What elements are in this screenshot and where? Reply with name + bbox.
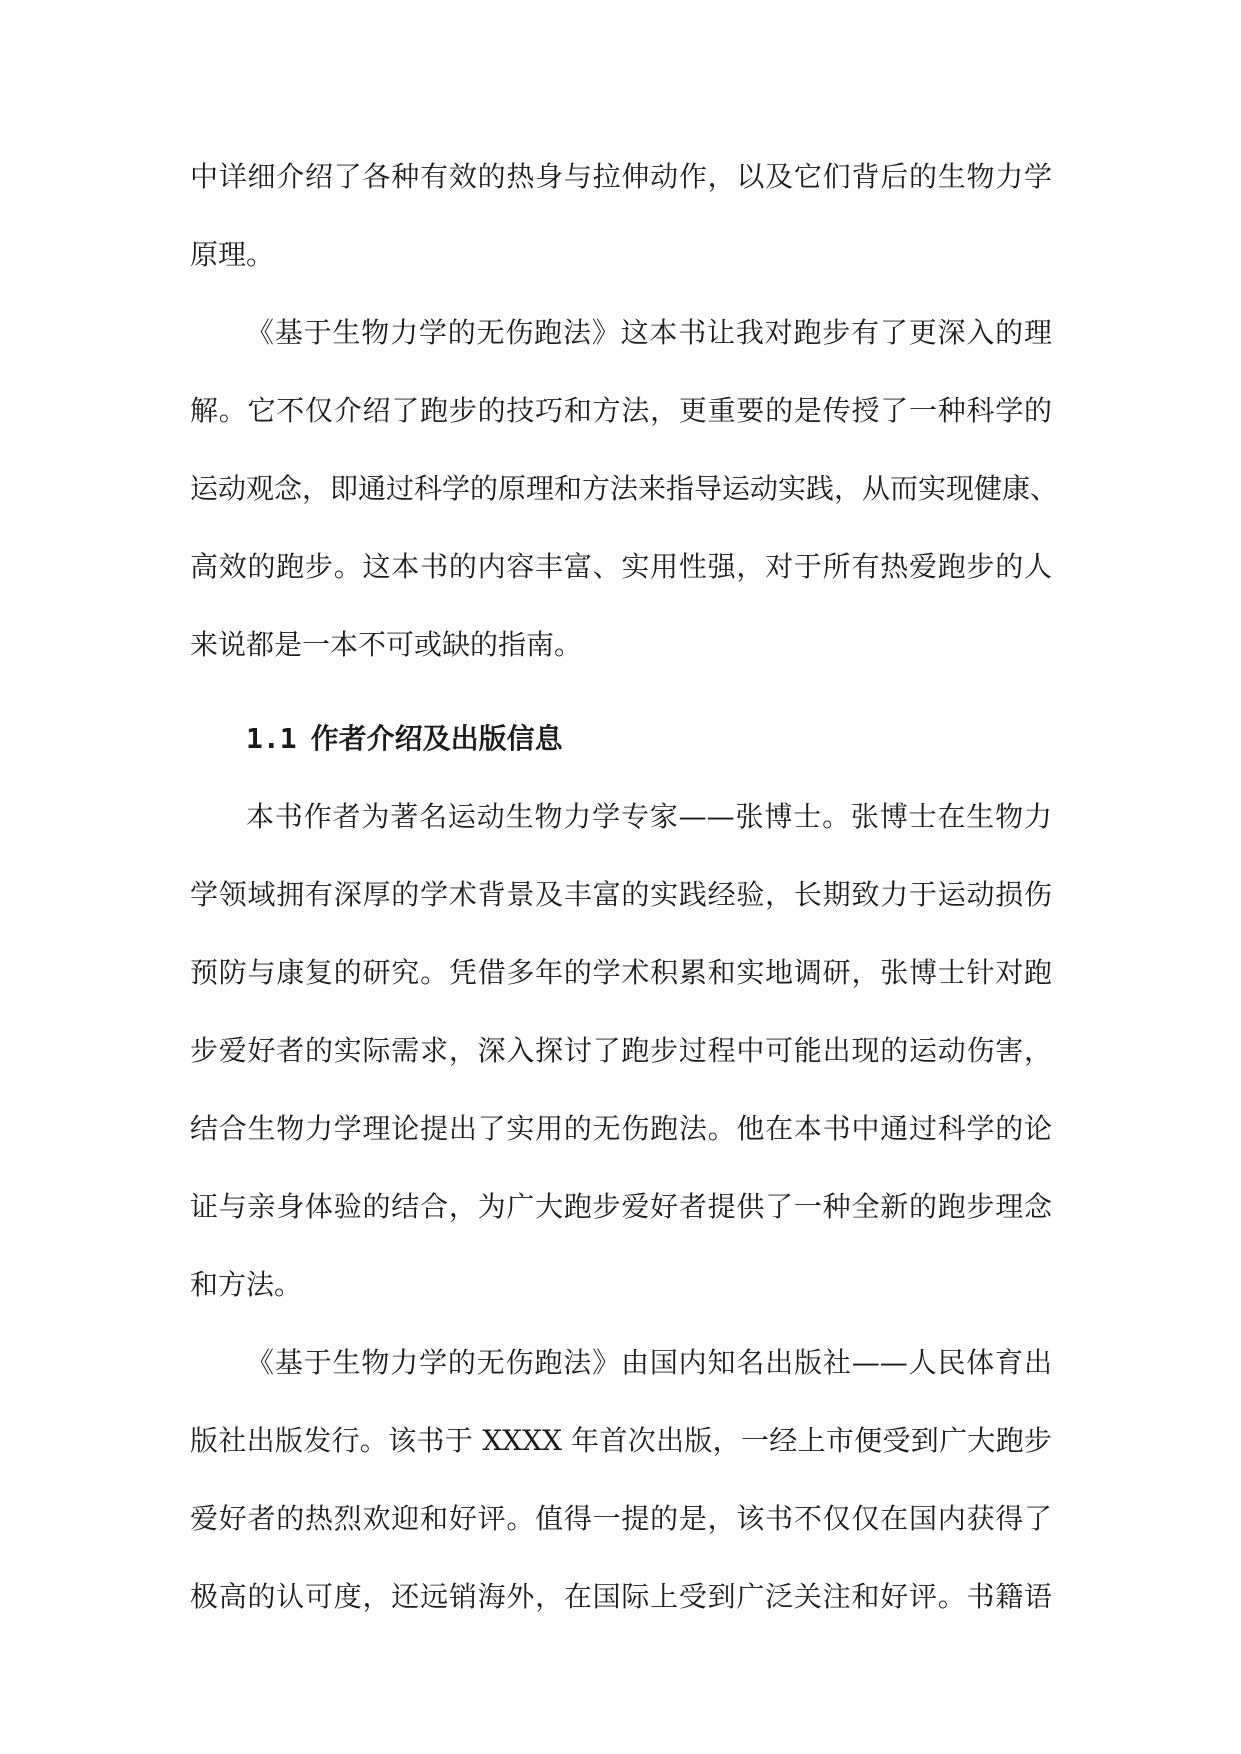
text-line: 和方法。: [190, 1268, 303, 1301]
text-line: 极高的认可度，还远销海外，在国际上受到广泛关注和好评。书籍语: [190, 1580, 1052, 1613]
text-line: 原理。: [190, 238, 275, 271]
text-line: 本书作者为著名运动生物力学专家——张博士。张博士在生物力: [246, 800, 1052, 833]
text-line: 证与亲身体验的结合，为广大跑步爱好者提供了一种全新的跑步理念: [190, 1190, 1052, 1223]
text-line: 爱好者的热烈欢迎和好评。值得一提的是，该书不仅仅在国内获得了: [190, 1502, 1052, 1535]
section-heading: [190, 700, 1052, 778]
text-line: 运动观念，即通过科学的原理和方法来指导运动实践，从而实现健康、: [190, 472, 1059, 505]
paragraph: [190, 1324, 1052, 1636]
text-line: 《基于生物力学的无伤跑法》由国内知名出版社——人民体育出: [246, 1346, 1052, 1379]
text-line: 学领域拥有深厚的学术背景及丰富的实践经验，长期致力于运动损伤: [190, 878, 1052, 911]
section-title: 作者介绍及出版信息: [310, 722, 563, 755]
text-line: 中详细介绍了各种有效的热身与拉伸动作，以及它们背后的生物力学: [190, 160, 1052, 193]
paragraph: [190, 138, 1052, 294]
text-line: 步爱好者的实际需求，深入探讨了跑步过程中可能出现的运动伤害，: [190, 1034, 1052, 1067]
text-line: 结合生物力学理论提出了实用的无伤跑法。他在本书中通过科学的论: [190, 1112, 1052, 1145]
text-line: 《基于生物力学的无伤跑法》这本书让我对跑步有了更深入的理: [246, 316, 1052, 349]
text-line: 高效的跑步。这本书的内容丰富、实用性强，对于所有热爱跑步的人: [190, 550, 1052, 583]
paragraph: [190, 294, 1059, 684]
document-page: [190, 138, 1059, 1636]
text-line: 版社出版发行。该书于 XXXX 年首次出版，一经上市便受到广大跑步: [190, 1424, 1052, 1457]
text-line: 来说都是一本不可或缺的指南。: [190, 628, 583, 661]
text-line: 预防与康复的研究。凭借多年的学术积累和实地调研，张博士针对跑: [190, 956, 1052, 989]
paragraph: [190, 778, 1052, 1324]
text-line: 解。它不仅介绍了跑步的技巧和方法，更重要的是传授了一种科学的: [190, 394, 1052, 427]
section-number: 1.1: [246, 722, 297, 755]
